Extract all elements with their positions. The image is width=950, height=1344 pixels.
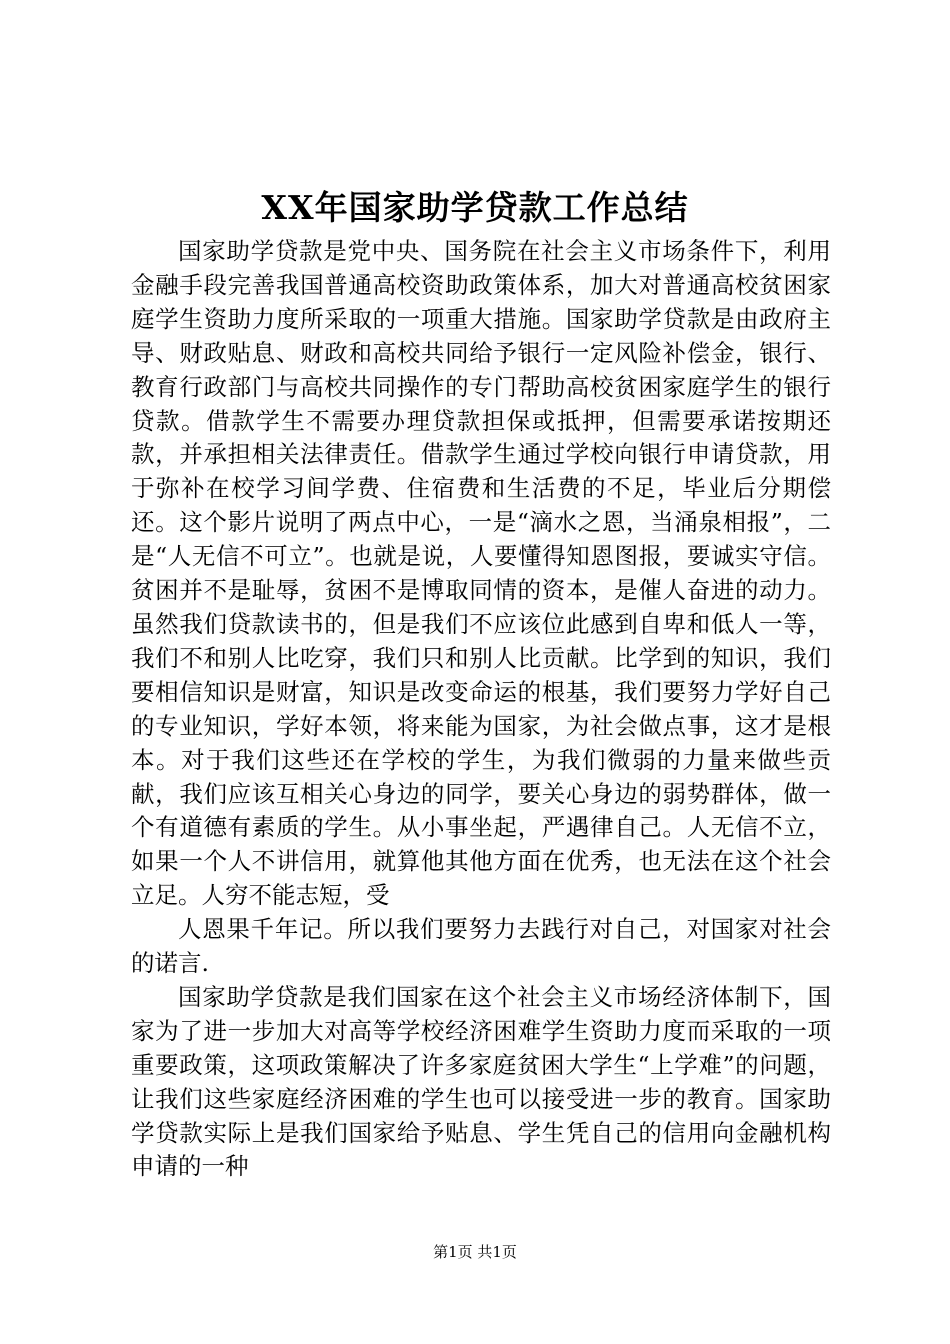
document-title: XX年国家助学贷款工作总结 (261, 188, 689, 227)
paragraph: 国家助学贷款是我们国家在这个社会主义市场经济体制下，国家为了进一步加大对高等学校经济困难学生资助力度而采取的一项重要政策，这项政策解决了许多家庭贫困大学生“上学难”的问题，让我们这些家庭经济困难的学生也可以接受进一步的教育。国家助学贷款实际上是我们国家给予贴息、学生凭自己的信用向金融机构申请的一种 (131, 982, 831, 1181)
paragraph: 人恩果千年记。所以我们要努力去践行对自己，对国家对社会的诺言. (131, 915, 831, 978)
document-body (131, 235, 831, 1184)
paragraph: 国家助学贷款是党中央、国务院在社会主义市场条件下，利用金融手段完善我国普通高校资助政策体系，加大对普通高校贫困家庭学生资助力度所采取的一项重大措施。国家助学贷款是由政府主导、财政贴息、财政和高校共同给予银行一定风险补偿金，银行、教育行政部门与高校共同操作的专门帮助高校贫困家庭学生的银行贷款。借款学生不需要办理贷款担保或抵押，但需要承诺按期还款，并承担相关法律责任。借款学生通过学校向银行申请贷款，用于弥补在校学习间学费、住宿费和生活费的不足，毕业后分期偿还。这个影片说明了两点中心，一是“滴水之恩，当涌泉相报”，二是“人无信不可立”。也就是说，人要懂得知恩图报，要诚实守信。贫困并不是耻辱，贫困不是博取同情的资本，是催人奋进的动力。虽然我们贷款读书的，但是我们不应该位此感到自卑和低人一等，我们不和别人比吃穿，我们只和别人比贡献。比学到的知识，我们要相信知识是财富，知识是改变命运的根基，我们要努力学好自己的专业知识，学好本领，将来能为国家，为社会做点事，这才是根本。对于我们这些还在学校的学生，为我们微弱的力量来做些贡献，我们应该互相关心身边的同学，要关心身边的弱势群体，做一个有道德有素质的学生。从小事坐起，严遇律自己。人无信不立，如果一个人不讲信用，就算他其他方面在优秀，也无法在这个社会立足。人穷不能志短，受 (131, 237, 831, 910)
page-footer: 第1页 共1页 (433, 1243, 517, 1261)
